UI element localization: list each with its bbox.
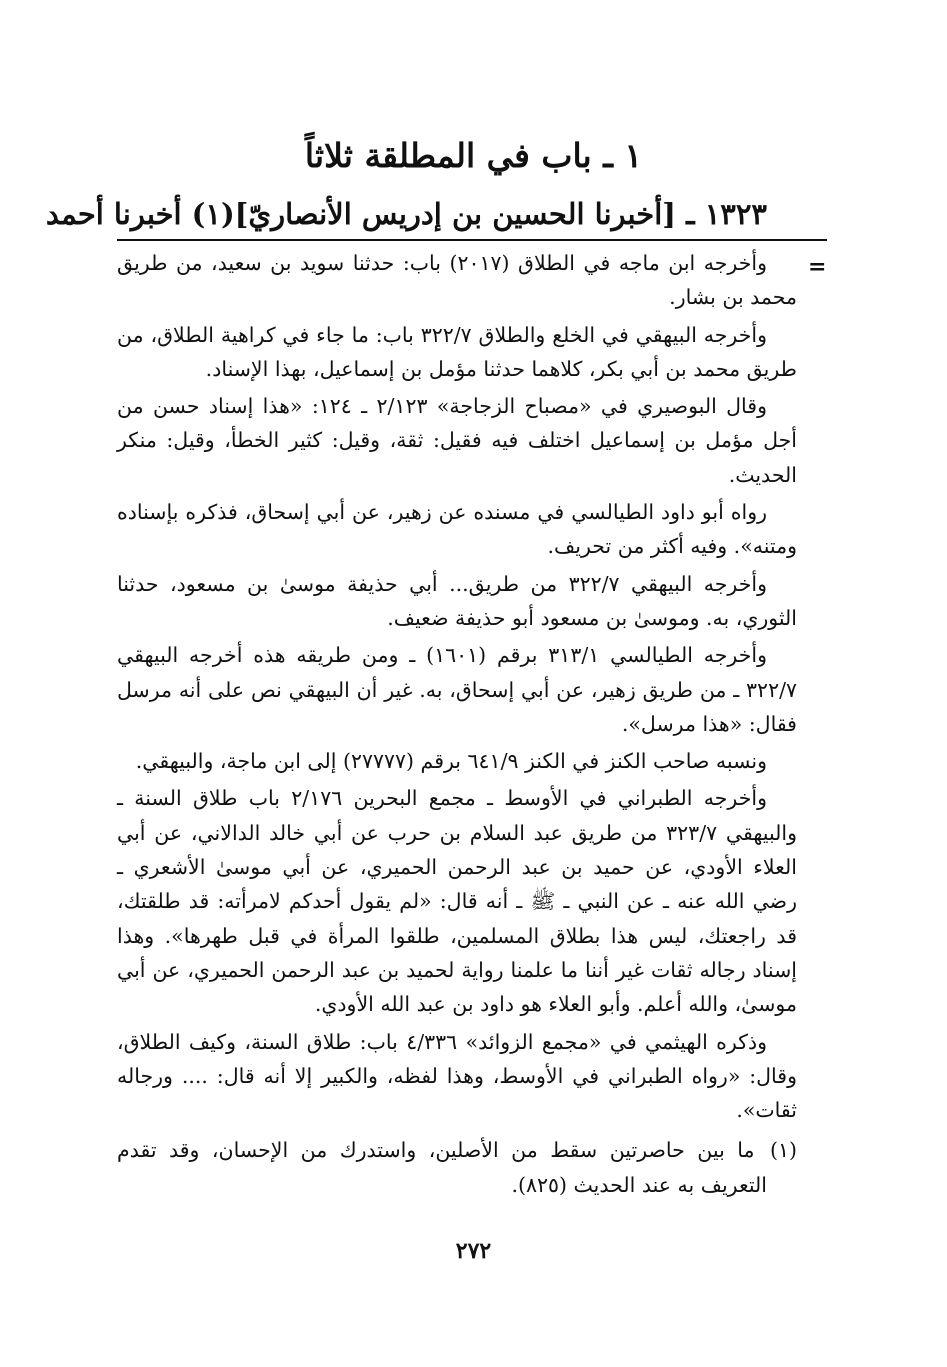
hadith-text: ـ [أخبرنا الحسين بن إدريس الأنصاريّ](١) أخبرنا أحمد <box>45 197 695 231</box>
hadith-line <box>45 192 767 236</box>
footnote-paragraph: وأخرجه البيهقي ٣٢٢/٧ من طريق... أبي حذيفة موسىٰ بن مسعود، حدثنا الثوري، به. وموسىٰ بن مسعود أبو حذيفة ضعيف. <box>117 571 797 630</box>
footnote-paragraph: وأخرجه الطيالسي ٣١٣/١ برقم (١٦٠١) ـ ومن طريقه هذه أخرجه البيهقي ٣٢٢/٧ ـ من طريق زهير، عن أبي إسحاق، به. غير أن البيهقي نص على أنه مرسل فقال: «هذا مرسل». <box>117 643 797 736</box>
hadith-number: ١٣٢٣ <box>704 197 767 231</box>
footnote-separator <box>117 239 827 241</box>
footnote-note-number: (١) <box>769 1138 797 1163</box>
continuation-mark: = <box>808 254 827 280</box>
footnote-paragraph: وأخرجه البيهقي في الخلع والطلاق ٣٢٢/٧ باب: ما جاء في كراهية الطلاق، من طريق محمد بن أبي بكر، كلاهما حدثنا مؤمل بن إسماعيل، بهذا الإسناد. <box>117 322 797 381</box>
chapter-title: ١ ـ باب في المطلقة ثلاثاً <box>304 136 643 175</box>
footnote-note <box>117 1133 797 1202</box>
footnote-paragraph: وأخرجه ابن ماجه في الطلاق (٢٠١٧) باب: حدثنا سويد بن سعيد، من طريق محمد بن بشار. <box>117 251 797 310</box>
footnote-paragraph: وقال البوصيري في «مصباح الزجاجة» ٢/١٢٣ ـ ١٢٤: «هذا إسناد حسن من أجل مؤمل بن إسماعيل اختلف فيه فقيل: ثقة، وقيل: كثير الخطأ، وقيل: منكر الحديث. <box>117 394 797 487</box>
page-number: ٢٧٢ <box>455 1238 492 1264</box>
footnote-note-text: ما بين حاصرتين سقط من الأصلين، واستدرك من الإحسان، وقد تقدم التعريف به عند الحديث (٨٢٥). <box>117 1138 767 1197</box>
footnotes <box>117 246 797 1205</box>
footnote-paragraph: وذكره الهيثمي في «مجمع الزوائد» ٤/٣٣٦ باب: طلاق السنة، وكيف الطلاق، وقال: «رواه الطبراني في الأوسط، وهذا لفظه، والكبير إلا أنه قال: .... ورجاله ثقات». <box>117 1029 797 1123</box>
footnote-paragraph: وأخرجه الطبراني في الأوسط ـ مجمع البحرين ٢/١٧٦ باب طلاق السنة ـ والبيهقي ٣٢٣/٧ من طريق عبد السلام بن حرب عن أبي خالد الدالاني، عن أبي العلاء الأودي، عن حميد بن عبد الرحمن الحميري، عن أبي موسىٰ الأشعري ـ رضي الله عنه ـ عن النبي ـ ﷺ ـ أنه قال: «لم يقول أحدكم لامرأته: قد طلقتك، قد راجعتك، ليس هذا بطلاق المسلمين، طلقوا المرأة في قبل طهرها». وهذا إسناد رجاله ثقات غير أننا ما علمنا رواية لحميد بن عبد الرحمن الحميري، عن أبي موسىٰ، والله أعلم. وأبو العلاء هو داود بن عبد الله الأودي. <box>117 786 797 1017</box>
footnote-paragraph: ونسبه صاحب الكنز في الكنز ٦٤١/٩ برقم (٢٧٧٧٧) إلى ابن ماجة، والبيهقي. <box>135 749 767 774</box>
footnote-paragraph: رواه أبو داود الطيالسي في مسنده عن زهير، عن أبي إسحاق، فذكره بإسناده ومتنه». وفيه أكثر من تحريف. <box>117 500 797 559</box>
